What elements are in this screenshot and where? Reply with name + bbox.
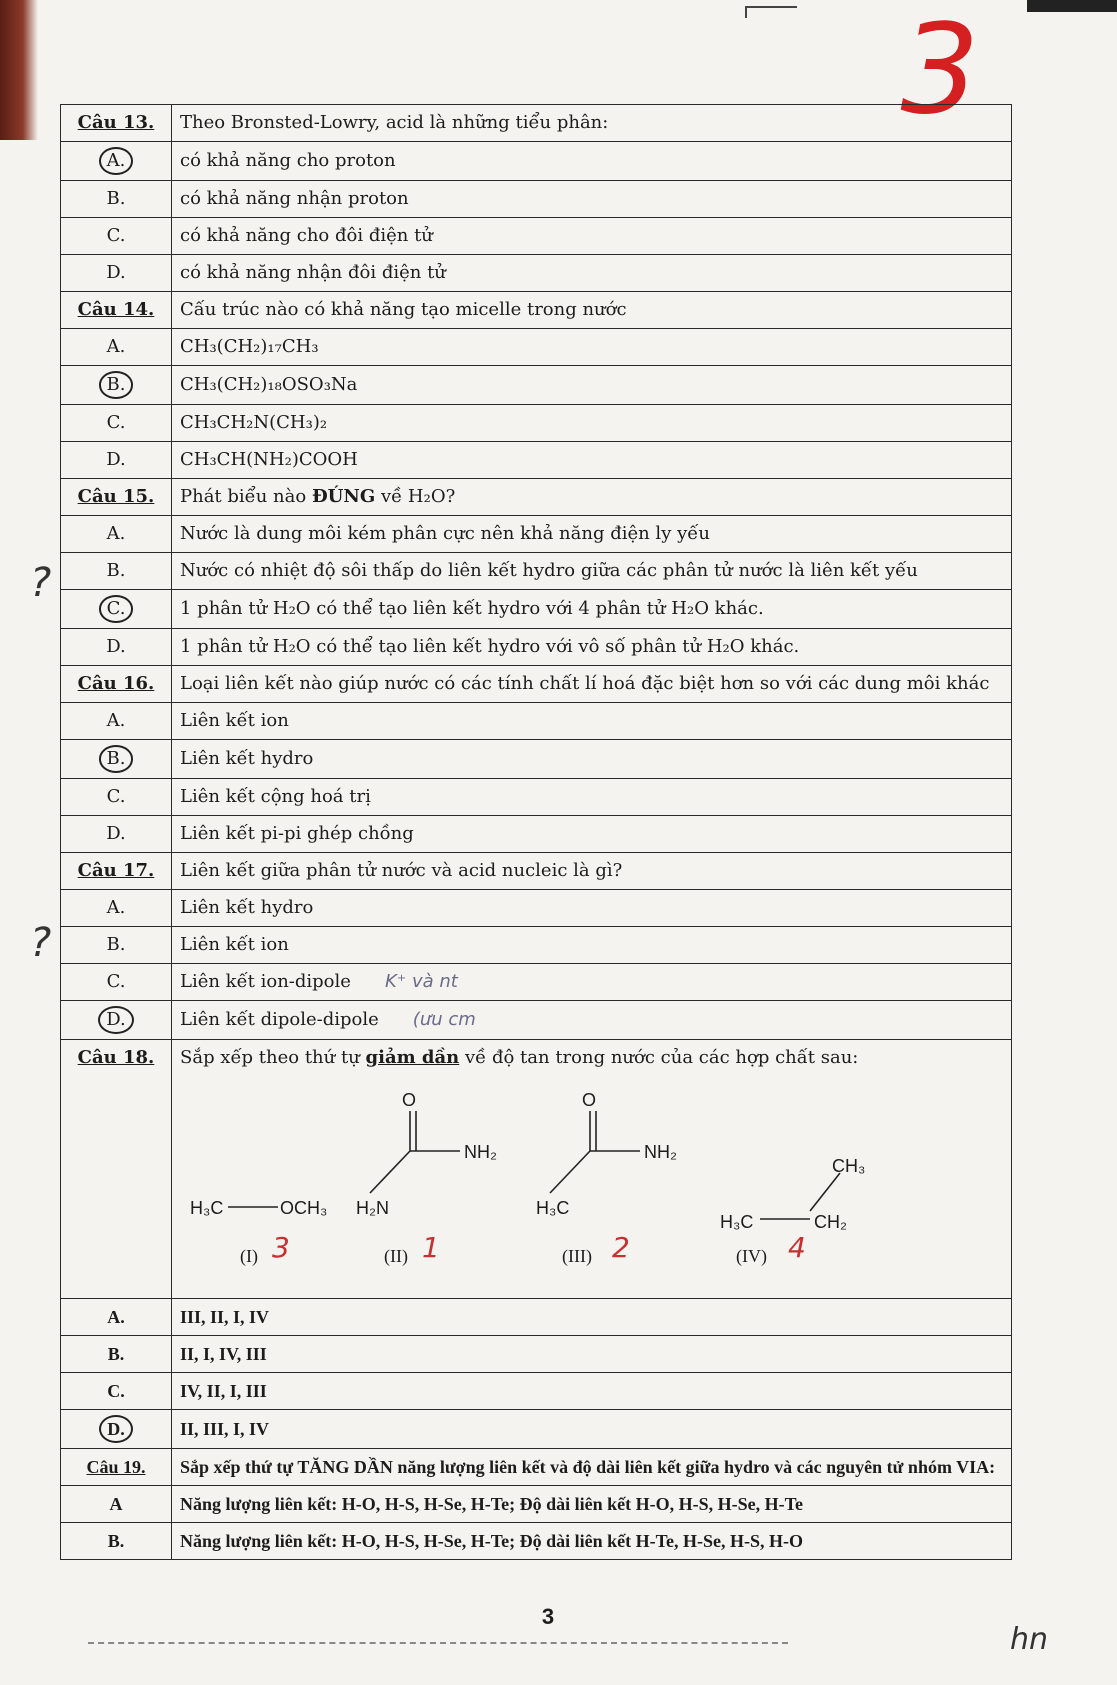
question-stem: Loại liên kết nào giúp nước có các tính chất lí hoá đặc biệt hơn so với các dung môi khác [172, 666, 1012, 703]
question-stem: Cấu trúc nào có khả năng tạo micelle trong nước [172, 292, 1012, 329]
option-label[interactable]: A. [61, 890, 172, 927]
corner-bracket-mark [745, 6, 797, 18]
option-text: II, III, I, IV [172, 1410, 1012, 1449]
stem-emphasis: ĐÚNG [311, 486, 376, 507]
option-row[interactable] [61, 255, 1012, 292]
option-label[interactable]: B. [61, 553, 172, 590]
option-label[interactable]: B. [61, 1336, 172, 1373]
option-label[interactable]: A. [61, 329, 172, 366]
question-label: Câu 19. [61, 1449, 172, 1486]
option-row[interactable] [61, 1523, 1012, 1560]
option-label[interactable]: A. [61, 1299, 172, 1336]
option-text: có khả năng cho đôi điện tử [172, 218, 1012, 255]
option-row[interactable] [61, 890, 1012, 927]
option-row[interactable] [61, 516, 1012, 553]
margin-question-mark: ? [30, 920, 52, 966]
option-row[interactable] [61, 142, 1012, 181]
question-stem: Theo Bronsted-Lowry, acid là những tiểu phân: [172, 105, 1012, 142]
option-text: III, II, I, IV [172, 1299, 1012, 1336]
question-row [61, 1040, 1012, 1299]
handwritten-rank: 4 [788, 1231, 806, 1264]
option-text: IV, II, I, III [172, 1373, 1012, 1410]
option-text: Liên kết ion [172, 703, 1012, 740]
atom-label: H₃C [536, 1198, 570, 1218]
question-label: Câu 15. [61, 479, 172, 516]
stem-prefix: Sắp xếp thứ tự [180, 1457, 298, 1477]
option-text: Liên kết cộng hoá trị [172, 779, 1012, 816]
atom-label: NH₂ [464, 1142, 497, 1162]
stem-prefix: Phát biểu nào [180, 486, 312, 507]
option-text: có khả năng nhận đôi điện tử [172, 255, 1012, 292]
option-row[interactable] [61, 964, 1012, 1001]
option-cell [172, 964, 1012, 1001]
option-row[interactable] [61, 1299, 1012, 1336]
atom-label: O [402, 1090, 417, 1110]
question-row [61, 479, 1012, 516]
question-row [61, 853, 1012, 890]
option-text: CH₃(CH₂)₁₈OSO₃Na [172, 366, 1012, 405]
handwritten-note: (ưu cm [412, 1009, 476, 1030]
option-label[interactable]: D. [61, 442, 172, 479]
option-row[interactable] [61, 779, 1012, 816]
option-text: Năng lượng liên kết: H-O, H-S, H-Se, H-Te; Độ dài liên kết H-O, H-S, H-Se, H-Te [172, 1486, 1012, 1523]
question-label: Câu 16. [61, 666, 172, 703]
question-label: Câu 14. [61, 292, 172, 329]
option-label[interactable]: A. [61, 703, 172, 740]
option-text: Liên kết ion-dipole [180, 971, 351, 992]
compound-number: (III) [562, 1246, 592, 1266]
atom-label: NH₂ [644, 1142, 677, 1162]
compound-structures [180, 1071, 1003, 1293]
option-row[interactable] [61, 553, 1012, 590]
question-row [61, 292, 1012, 329]
option-label[interactable]: C. [61, 1373, 172, 1410]
option-text: có khả năng nhận proton [172, 181, 1012, 218]
atom-label: CH₃ [832, 1156, 866, 1176]
stem-emphasis: TĂNG DẦN [297, 1457, 393, 1477]
option-row[interactable] [61, 1336, 1012, 1373]
question-row [61, 666, 1012, 703]
option-label-selected[interactable] [61, 142, 172, 181]
footer-divider [88, 1642, 788, 1644]
question-row [61, 105, 1012, 142]
option-label[interactable]: C. [61, 964, 172, 1001]
question-label: Câu 17. [61, 853, 172, 890]
option-text: Nước có nhiệt độ sôi thấp do liên kết hydro giữa các phân tử nước là liên kết yếu [172, 553, 1012, 590]
option-text: Nước là dung môi kém phân cực nên khả năng điện ly yếu [172, 516, 1012, 553]
compound-number: (IV) [736, 1246, 767, 1266]
option-text: 1 phân tử H₂O có thể tạo liên kết hydro với 4 phân tử H₂O khác. [172, 590, 1012, 629]
option-text: Liên kết hydro [172, 740, 1012, 779]
question-stem: Liên kết giữa phân tử nước và acid nucleic là gì? [172, 853, 1012, 890]
circled-answer: A. [99, 147, 134, 175]
option-label[interactable]: C. [61, 405, 172, 442]
option-text: Liên kết hydro [172, 890, 1012, 927]
option-label[interactable]: D. [61, 255, 172, 292]
option-label[interactable]: C. [61, 218, 172, 255]
option-label-selected[interactable] [61, 366, 172, 405]
circled-answer: C. [99, 595, 134, 623]
option-cell [172, 1001, 1012, 1040]
exam-question-table [60, 104, 1012, 1560]
page-edge-shadow [0, 0, 38, 140]
compound-number: (II) [384, 1246, 408, 1266]
option-label-selected[interactable] [61, 1410, 172, 1449]
option-row[interactable] [61, 590, 1012, 629]
option-label[interactable]: C. [61, 779, 172, 816]
structure-bonds [180, 1071, 1020, 1293]
atom-label: H₃C [190, 1198, 224, 1218]
option-label[interactable]: D. [61, 629, 172, 666]
option-text: 1 phân tử H₂O có thể tạo liên kết hydro với vô số phân tử H₂O khác. [172, 629, 1012, 666]
circled-answer: D. [99, 1415, 133, 1443]
option-text: II, I, IV, III [172, 1336, 1012, 1373]
stem-emphasis: giảm dần [365, 1047, 460, 1068]
option-row[interactable] [61, 442, 1012, 479]
bond-line [370, 1151, 410, 1193]
handwritten-page-mark: 3 [900, 0, 980, 142]
option-row[interactable] [61, 740, 1012, 779]
option-text: Liên kết ion [172, 927, 1012, 964]
option-text: có khả năng cho proton [172, 142, 1012, 181]
option-text: Liên kết pi-pi ghép chồng [172, 816, 1012, 853]
question-stem [172, 1449, 1012, 1486]
atom-label: CH₂ [814, 1212, 847, 1232]
question-content [172, 1040, 1012, 1299]
page-edge-dark [1027, 0, 1117, 12]
atom-label: O [582, 1090, 597, 1110]
option-text: CH₃CH₂N(CH₃)₂ [172, 405, 1012, 442]
atom-label: OCH₃ [280, 1198, 328, 1218]
question-stem [180, 1045, 1003, 1071]
question-label: Câu 13. [61, 105, 172, 142]
handwritten-signature: hn [1010, 1622, 1049, 1657]
option-label[interactable]: D. [61, 816, 172, 853]
option-row[interactable] [61, 366, 1012, 405]
bond-line [550, 1151, 590, 1193]
option-label-selected[interactable] [61, 740, 172, 779]
option-text: CH₃(CH₂)₁₇CH₃ [172, 329, 1012, 366]
option-text: CH₃CH(NH₂)COOH [172, 442, 1012, 479]
margin-question-mark: ? [30, 560, 52, 606]
stem-suffix: về độ tan trong nước của các hợp chất sau: [459, 1047, 859, 1068]
question-row [61, 1449, 1012, 1486]
option-label[interactable]: B. [61, 1523, 172, 1560]
option-row[interactable] [61, 816, 1012, 853]
question-stem [172, 479, 1012, 516]
option-row[interactable] [61, 703, 1012, 740]
stem-prefix: Sắp xếp theo thứ tự [180, 1047, 366, 1068]
handwritten-rank: 1 [422, 1231, 440, 1264]
option-row[interactable] [61, 1486, 1012, 1523]
atom-label: H₂N [356, 1198, 389, 1218]
atom-label: H₃C [720, 1212, 754, 1232]
option-row[interactable] [61, 329, 1012, 366]
option-label-selected[interactable] [61, 1001, 172, 1040]
option-row[interactable] [61, 1410, 1012, 1449]
option-label[interactable]: A. [61, 516, 172, 553]
option-row[interactable] [61, 629, 1012, 666]
page-number: 3 [541, 1604, 555, 1629]
handwritten-rank: 3 [272, 1231, 290, 1264]
option-text: Liên kết dipole-dipole [180, 1009, 379, 1030]
option-label[interactable]: B. [61, 927, 172, 964]
stem-suffix: về H₂O? [375, 486, 456, 507]
handwritten-note: K⁺ và nt [384, 971, 458, 992]
option-row[interactable] [61, 1001, 1012, 1040]
option-row[interactable] [61, 218, 1012, 255]
option-row[interactable] [61, 405, 1012, 442]
compound-number: (I) [240, 1246, 258, 1266]
option-label-selected[interactable]: A [61, 1486, 172, 1523]
stem-suffix: năng lượng liên kết và độ dài liên kết giữa hydro và các nguyên tử nhóm VIA: [392, 1457, 996, 1477]
circled-answer: B. [99, 745, 134, 773]
question-label: Câu 18. [61, 1040, 172, 1299]
circled-answer: B. [99, 371, 134, 399]
option-row[interactable] [61, 181, 1012, 218]
option-text: Năng lượng liên kết: H-O, H-S, H-Se, H-Te; Độ dài liên kết H-Te, H-Se, H-S, H-O [172, 1523, 1012, 1560]
handwritten-rank: 2 [612, 1231, 630, 1264]
option-label[interactable]: B. [61, 181, 172, 218]
option-label-selected[interactable] [61, 590, 172, 629]
circled-answer: D. [98, 1006, 134, 1034]
option-row[interactable] [61, 1373, 1012, 1410]
option-row[interactable] [61, 927, 1012, 964]
